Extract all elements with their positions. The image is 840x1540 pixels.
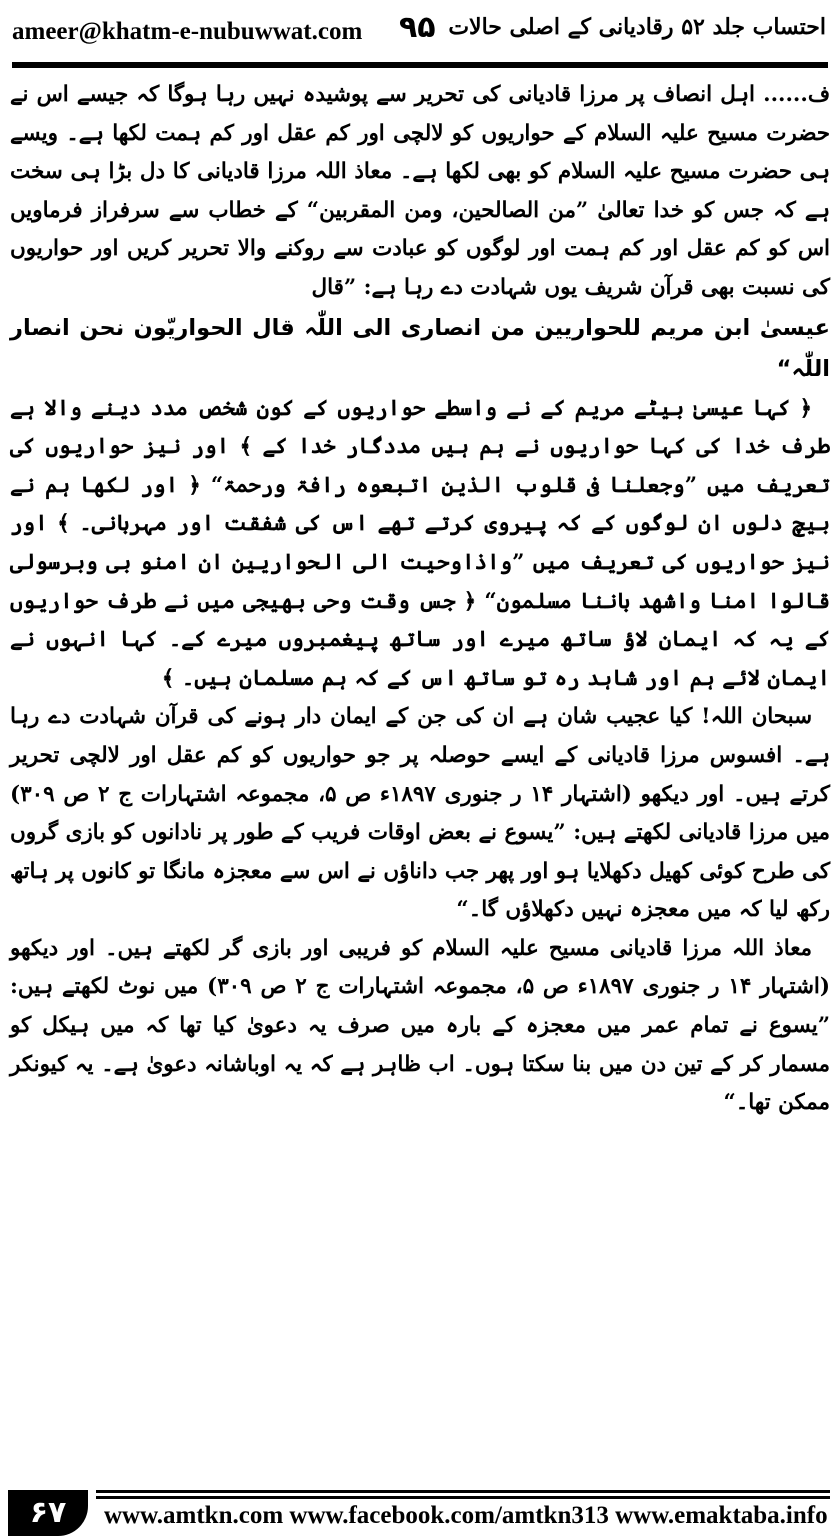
paragraph-subhan-allah: سبحان اللہ! کیا عجیب شان ہے ان کی جن کے ایمان دار ہونے کی قرآن شہادت دے رہا ہے۔ افسوس مرزا قادیانی کے ایسے حوصلہ پر جو حواریوں کو کم عقل اور لالچی تحریر کرتے ہیں۔ اور دیکھو (اشتہار ۱۴ ر جنوری ۱۸۹۷ء ص ۵، مجموعہ اشتہارات ج ۲ ص ۳۰۹) میں مرزا قادیانی لکھتے ہیں: ”یسوع نے بعض اوقات فریب کے طور پر نادانوں کو بازی گروں کی طرح کوئی کھیل دکھلایا ہو اور پھر جب داناؤں نے اس سے معجزہ مانگا تو کانوں پر ہاتھ رکھ لیا کہ میں معجزہ نہیں دکھلاؤں گا۔“	[10, 704, 830, 923]
paragraph-quran-quote: عیسیٰ ابن مریم للحواریین من انصاری الی اللّٰہ قال الحواریّون نحن انصار اللّٰہ“	[10, 314, 830, 382]
header-email: ameer@khatm-e-nubuwwat.com	[12, 18, 363, 45]
paragraph-translation: ﴿ کہا عیسیٰ بیٹے مریم کے نے واسطے حواریوں کے کون شخص مدد دینے والا ہے طرف خدا کی کہا حواریوں نے ہم ہیں مددگار خدا کے ﴾ اور نیز حواریوں کی تعریف میں ”وجعلنا فی قلوب الذین اتبعوہ رافۃ ورحمۃ“ ﴿ اور لکھا ہم نے بیچ دلوں ان لوگوں کے کہ پیروی کرتے تھے اس کی شفقت اور مہربانی۔ ﴾ اور نیز حواریوں کی تعریف میں ”واذاوحیت الی الحواریین ان امنو بی وبرسولی قالوا امنا واشھد باننا مسلمون“ ﴿ جس وقت وحی بھیجی میں نے طرف حواریوں کے یہ کہ ایمان لاؤ ساتھ میرے اور ساتھ پیغمبروں میرے کے۔ کہا انہوں نے ایمان لائے ہم اور شاہد رہ تو ساتھ اس کے کہ ہم مسلمان ہیں۔ ﴾	[10, 395, 830, 691]
page-header	[0, 0, 840, 62]
footer-rule-top	[96, 1490, 830, 1493]
paragraph-1: ف...... اہل انصاف پر مرزا قادیانی کی تحریر سے پوشیدہ نہیں رہا ہوگا کہ جیسے اس نے حضرت مسیح علیہ السلام کے حواریوں کو لالچی اور کم عقل اور کم ہمت لکھا ہے۔ ویسے ہی حضرت مسیح علیہ السلام کو بھی لکھا ہے۔ معاذ اللہ مرزا قادیانی کا دل بڑا ہی سخت ہے کہ جس کو خدا تعالیٰ ”من الصالحین، ومن المقربین“ کے خطاب سے سرفراز فرماویں اس کو کم عقل اور کم ہمت اور لوگوں کو عبادت سے روکنے والا تحریر کریں اور حواریوں کی نسبت بھی قرآن شریف یوں شہادت دے رہا ہے: ”قال	[10, 82, 830, 300]
paragraph-maazallah: معاذ اللہ مرزا قادیانی مسیح علیہ السلام کو فریبی اور بازی گر لکھتے ہیں۔ اور دیکھو (اشتہار ۱۴ ر جنوری ۱۸۹۷ء ص ۵، مجموعہ اشتہارات ج ۲ ص ۳۰۹) میں نوٹ لکھتے ہیں: ”یسوع نے تمام عمر میں معجزہ کے بارہ میں صرف یہ دعویٰ کیا تھا کہ میں ہیکل کو مسمار کر کے تین دن میں بنا سکتا ہوں۔ اب ظاہر ہے کہ یہ اوباشانہ دعویٰ ہے۔ یہ کیونکر ممکن تھا۔“	[10, 935, 830, 1116]
footer-page-badge: ۶۷	[8, 1490, 88, 1536]
header-rule	[12, 62, 828, 68]
page-body	[10, 76, 830, 1123]
header-title: احتساب جلد ۵۲ رقادیانی کے اصلی حالات	[448, 14, 826, 40]
header-page-number: ۹۵	[399, 10, 436, 45]
footer-rule-bottom	[96, 1496, 830, 1499]
page-footer	[0, 1482, 840, 1540]
footer-urls: www.amtkn.com www.facebook.com/amtkn313 www.emaktaba.info	[104, 1502, 828, 1529]
